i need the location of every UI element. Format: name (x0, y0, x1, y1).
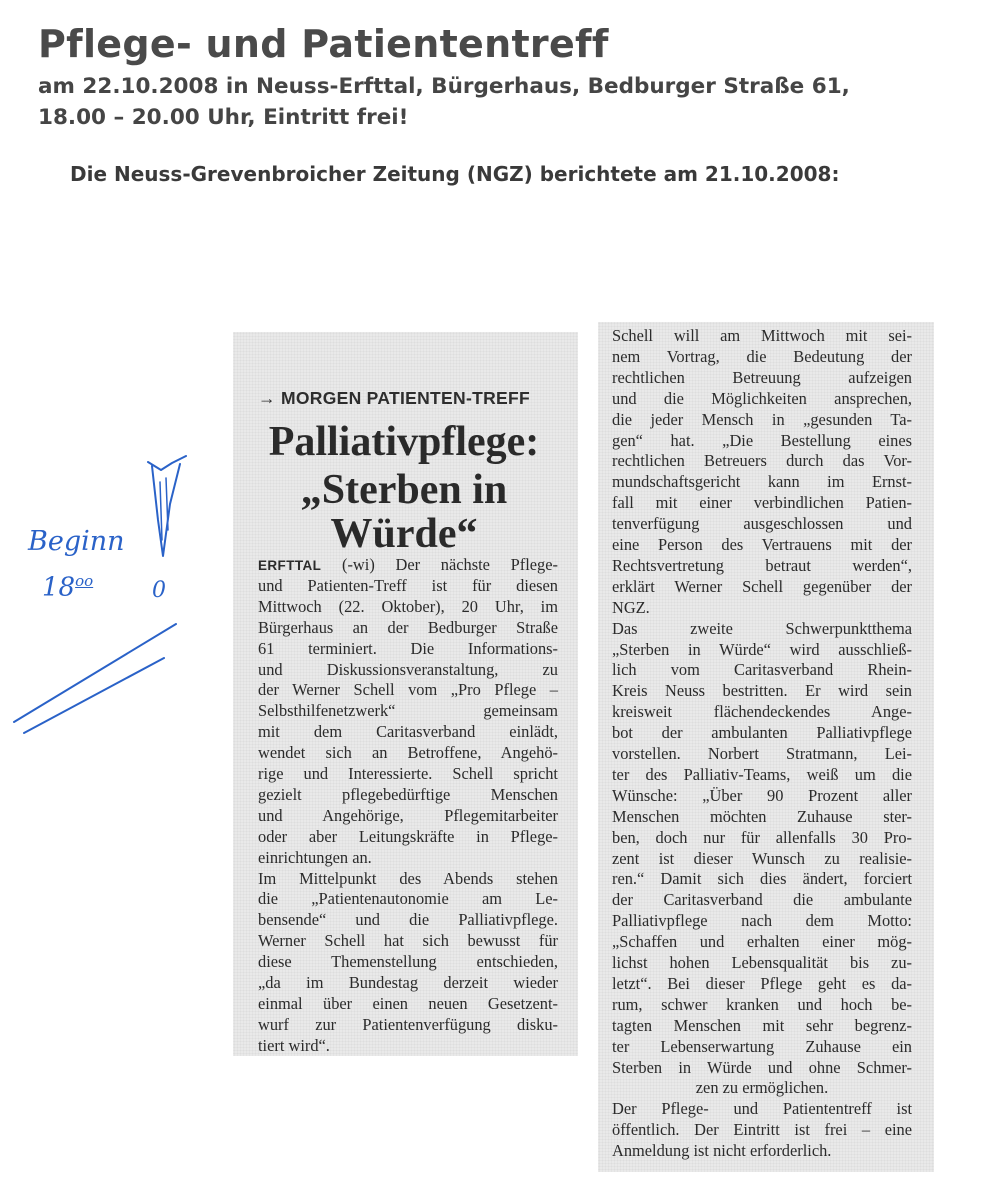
right-text: kreisweit flächendeckendes Ange- (612, 702, 912, 722)
left-text: gezielt pflegebedürftige Menschen (258, 784, 558, 804)
handwriting-time (42, 572, 93, 603)
pen-stroke-long-1 (14, 624, 176, 722)
handwriting-beginn: Beginn (28, 526, 125, 557)
right-text: Der Pflege- und Patiententreff ist (612, 1099, 912, 1119)
right-text: zent ist dieser Wunsch zu realisie- (612, 848, 912, 868)
left-text: und Angehörige, Pflegemitarbeiter (258, 805, 558, 825)
left-text: die „Patientenautonomie am Le- (258, 889, 558, 909)
left-text: oder aber Leitungskräfte in Pflege- (258, 826, 558, 846)
page-title: Pflege- und Patiententreff (38, 22, 609, 66)
left-text: der Werner Schell vom „Pro Pflege – (258, 680, 558, 700)
left-text: mit dem Caritasverband einlädt, (258, 722, 558, 742)
right-text: lich vom Caritasverband Rhein- (612, 660, 912, 680)
right-text: NGZ. (612, 597, 650, 617)
left-text: und Diskussionsveranstaltung, zu (258, 659, 558, 679)
left-text: Selbsthilfenetzwerk“ gemeinsam (258, 701, 558, 721)
left-text: bensende“ und die Palliativpflege. (258, 910, 558, 930)
right-text: rechtlichen Betreuung aufzeigen (612, 367, 912, 387)
right-text: Anmeldung ist nicht erforderlich. (612, 1141, 832, 1161)
right-text: tenverfügung ausgeschlossen und (612, 514, 912, 534)
left-text: und Patienten-Treff ist für diesen (258, 575, 558, 595)
right-text: ter des Palliativ-Teams, weiß um die (612, 764, 912, 784)
handwriting-hour: 18 (42, 572, 76, 603)
article-dateline: ERFTTAL (258, 558, 322, 573)
right-text: nem Vortrag, die Bedeutung der (612, 346, 912, 366)
right-text: Rechtsvertretung betraut werden“, (612, 555, 912, 575)
right-text: Das zweite Schwerpunktthema (612, 618, 912, 638)
left-text: 61 terminiert. Die Informations- (258, 638, 558, 658)
right-text: Kreis Neuss bestritten. Er wird sein (612, 681, 912, 701)
right-text: fall mit einer verbindlichen Patien- (612, 493, 912, 513)
left-text: einmal über einen neuen Gesetzent- (258, 993, 558, 1013)
right-text: Sterben in Würde und ohne Schmer- (612, 1057, 912, 1077)
headline-line-3: Würde“ (330, 511, 478, 557)
right-text: tagten Menschen mit sehr begrenz- (612, 1015, 912, 1035)
right-text: ben, doch nur für allenfalls 30 Pro- (612, 827, 912, 847)
right-text: Schell will am Mittwoch mit sei- (612, 326, 912, 345)
right-text: rum, schwer kranken und hoch be- (612, 994, 912, 1014)
left-text: Im Mittelpunkt des Abends stehen (258, 868, 558, 888)
event-line-1: am 22.10.2008 in Neuss-Erfttal, Bürgerhaus, Bedburger Straße 61, (38, 74, 850, 99)
left-text: Werner Schell hat sich bewusst für (258, 931, 558, 951)
right-text: letzt“. Bei dieser Pflege geht es da- (612, 973, 912, 993)
pen-stroke-long-2 (24, 658, 164, 733)
left-text: Bürgerhaus an der Bedburger Straße (258, 617, 558, 637)
left-text: diese Themenstellung entschieden, (258, 952, 558, 972)
left-text: wendet sich an Betroffene, Angehö- (258, 743, 558, 763)
right-text: bot der ambulanten Palliativpflege (612, 723, 912, 743)
right-text: der Caritasverband die ambulante (612, 890, 912, 910)
left-text: einrichtungen an. (258, 847, 372, 867)
right-text: Wünsche: „Über 90 Prozent aller (612, 785, 912, 805)
left-text: „da im Bundestag derzeit wieder (258, 973, 558, 992)
right-text: ren.“ Damit sich dies ändert, forciert (612, 869, 912, 889)
left-text: (-wi) Der nächste Pflege- (321, 555, 558, 574)
left-text: rige und Interessierte. Schell spricht (258, 764, 558, 783)
right-text: Palliativpflege nach dem Motto: (612, 911, 912, 931)
handwriting-minutes: oo (75, 572, 94, 590)
right-text: gen“ hat. „Die Bestellung eines (612, 430, 912, 450)
right-text: die jeder Mensch in „gesunden Ta- (612, 409, 912, 429)
left-text: wurf zur Patientenverfügung disku- (258, 1014, 558, 1034)
right-text: und die Möglichkeiten ansprechen, (612, 388, 912, 408)
left-text: tiert wird“. (258, 1035, 330, 1055)
left-text: Mittwoch (22. Oktober), 20 Uhr, im (258, 596, 558, 616)
headline-line-2: „Sterben in (300, 467, 508, 513)
right-text: öffentlich. Der Eintritt ist frei – eine (612, 1120, 912, 1140)
right-text: „Sterben in Würde“ wird ausschließ- (612, 639, 912, 659)
right-text: lichst hohen Lebensqualität bis zu- (612, 953, 912, 972)
right-text: ter Lebenserwartung Zuhause ein (612, 1036, 912, 1056)
right-text: rechtlichen Betreuers durch das Vor- (612, 451, 912, 471)
headline-line-1: Palliativpflege: (268, 419, 540, 465)
right-text: vorstellen. Norbert Stratmann, Lei- (612, 744, 912, 763)
right-text: „Schaffen und erhalten einer mög- (612, 932, 912, 952)
right-text: Menschen möchten Zuhause ster- (612, 806, 912, 826)
report-intro: Die Neuss-Grevenbroicher Zeitung (NGZ) berichtete am 21.10.2008: (70, 162, 840, 186)
event-line-2: 18.00 – 20.00 Uhr, Eintritt frei! (38, 105, 409, 130)
right-text: zen zu ermöglichen. (695, 1078, 829, 1098)
right-text: erklärt Werner Schell gegenüber der (612, 576, 912, 596)
article-kicker: → MORGEN PATIENTEN-TREFF (258, 388, 530, 408)
right-text: mundschaftsgericht kann im Ernst- (612, 472, 912, 492)
handwriting-zero: 0 (152, 578, 166, 603)
right-text: eine Person des Vertrauens mit der (612, 535, 912, 554)
